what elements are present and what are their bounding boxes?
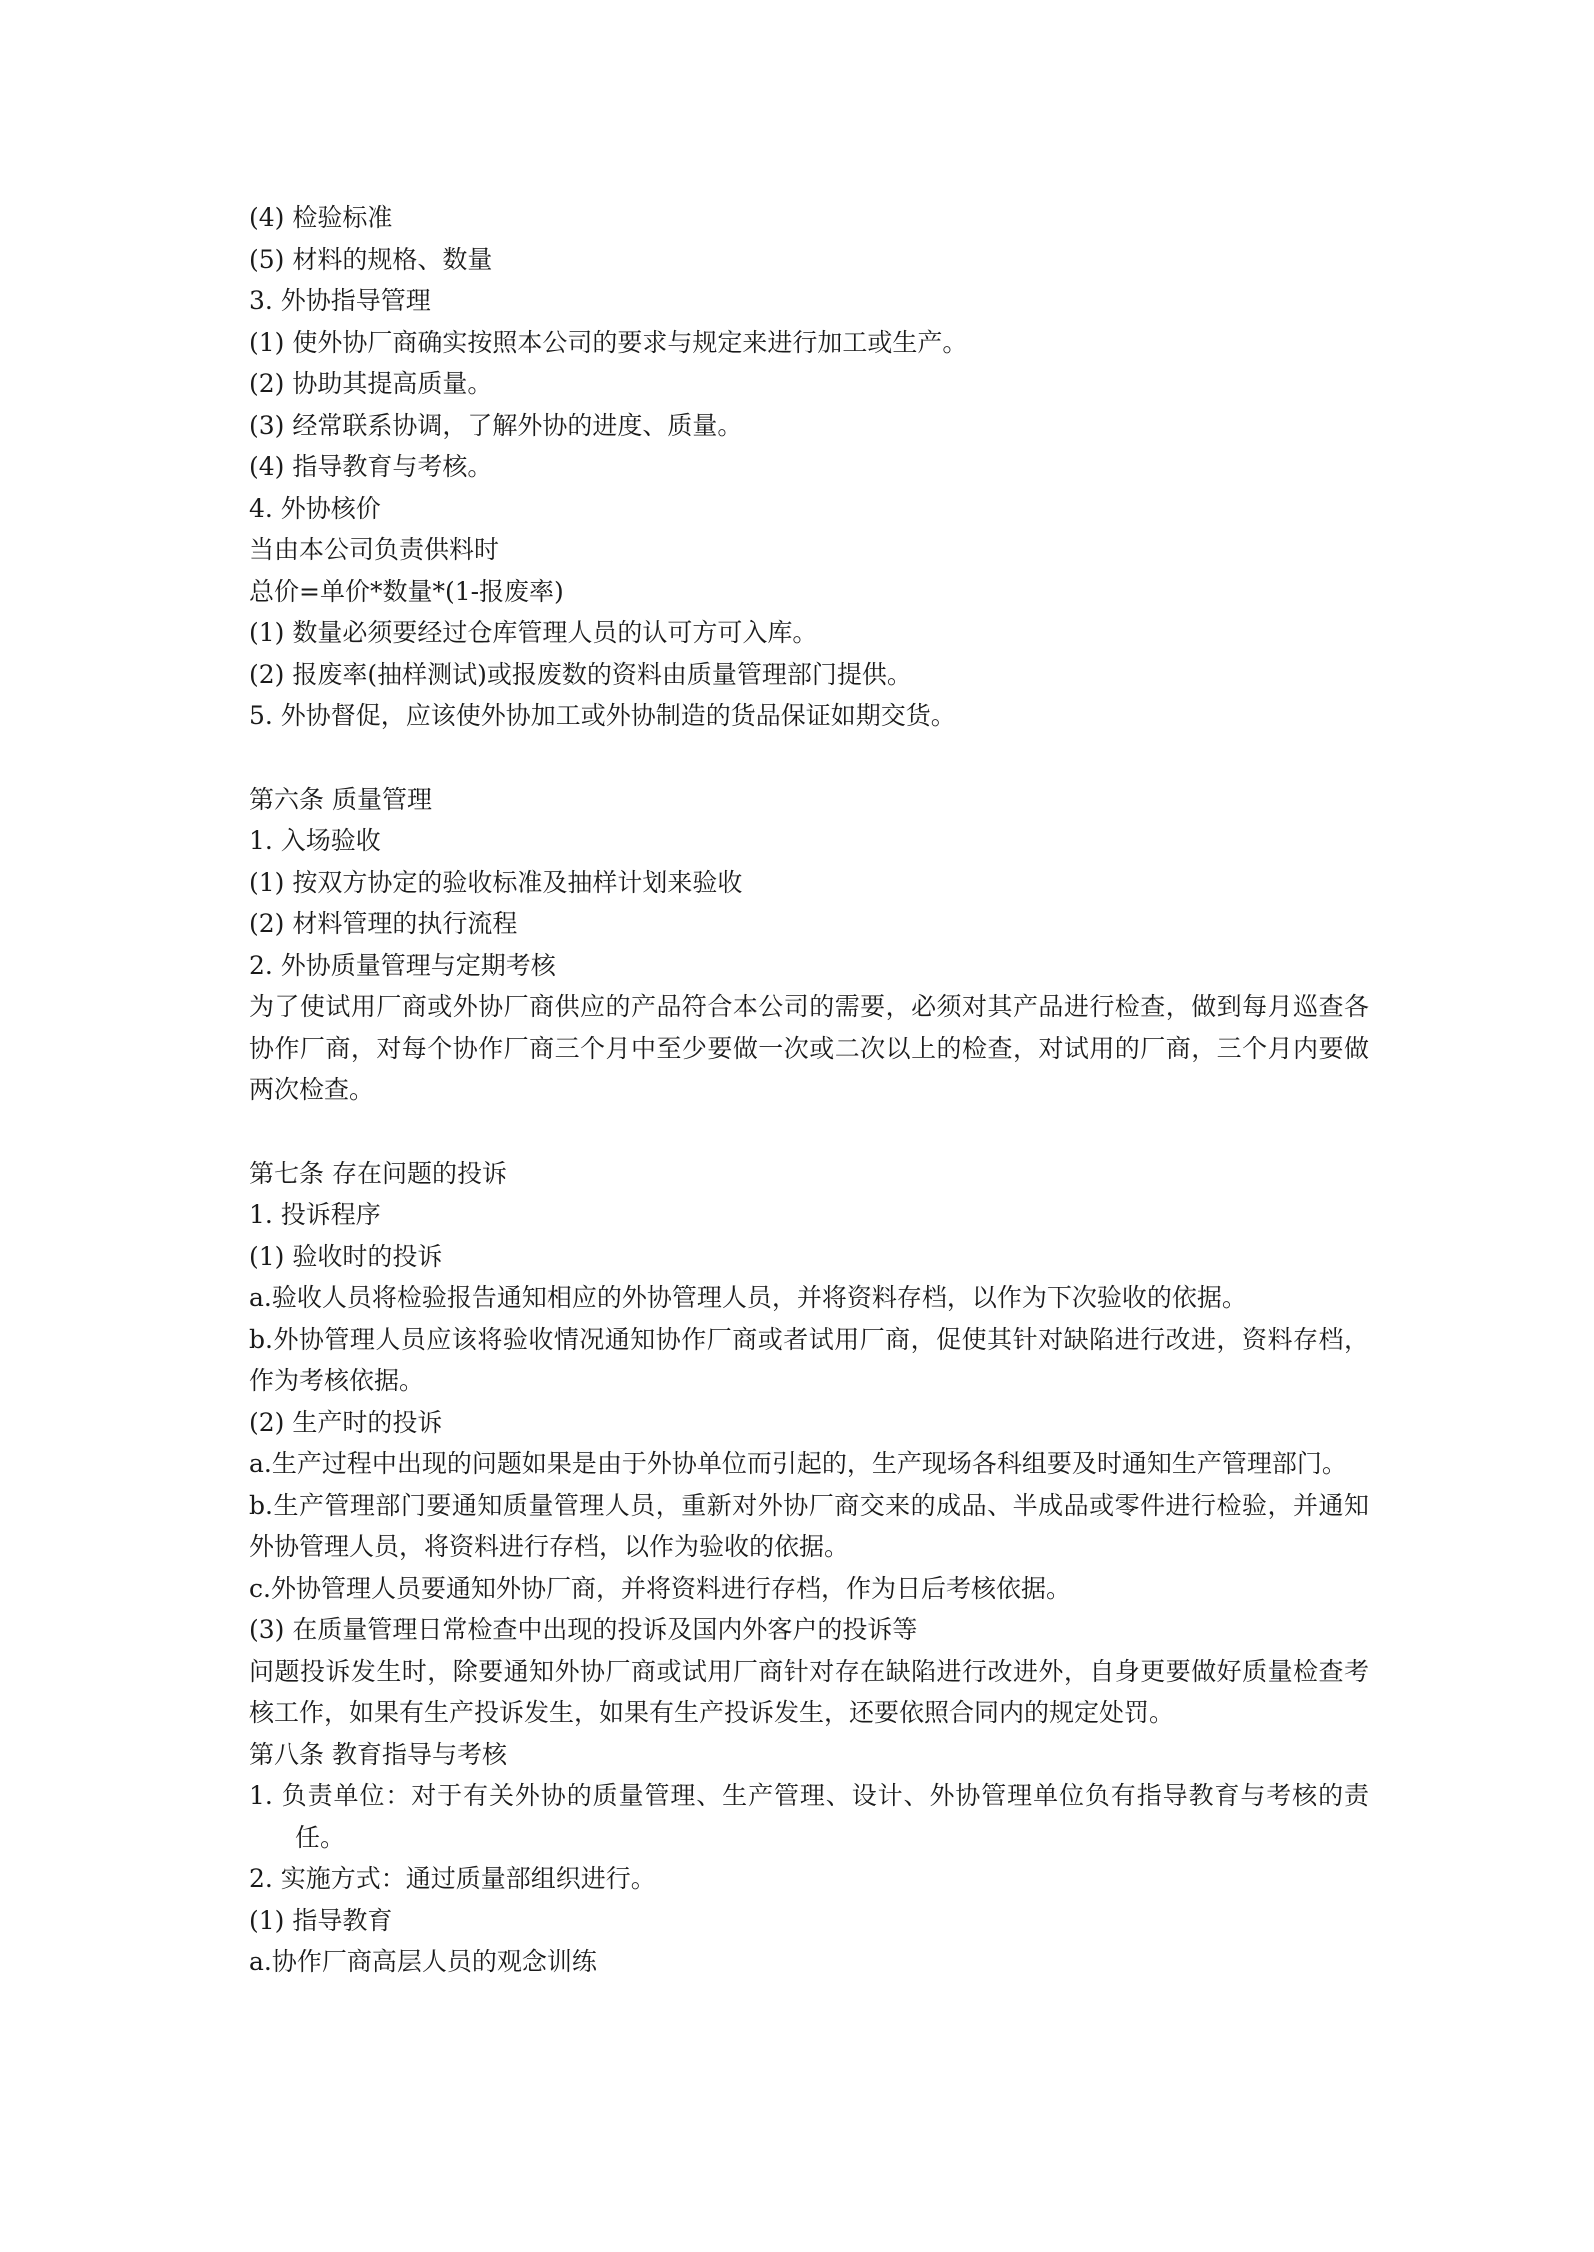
article-heading: 第七条 存在问题的投诉: [249, 1158, 507, 1188]
section-item: 1. 入场验收: [249, 826, 381, 855]
list-item: (3) 在质量管理日常检查中出现的投诉及国内外客户的投诉等: [249, 1615, 918, 1644]
article-heading: 第八条 教育指导与考核: [249, 1739, 507, 1769]
list-item: (1) 使外协厂商确实按照本公司的要求与规定来进行加工或生产。: [249, 327, 968, 357]
list-item: (1) 指导教育: [249, 1905, 393, 1935]
section-item: 3. 外协指导管理: [249, 286, 431, 315]
section-item: 5. 外协督促，应该使外协加工或外协制造的货品保证如期交货。: [249, 701, 956, 730]
list-item: (1) 数量必须要经过仓库管理人员的认可方可入库。: [249, 618, 818, 647]
list-item: (1) 验收时的投诉: [249, 1241, 443, 1271]
formula: 总价=单价*数量*(1-报废率): [249, 576, 564, 606]
section-spacer: [249, 737, 1369, 779]
paragraph: 为了使试用厂商或外协厂商供应的产品符合本公司的需要，必须对其产品进行检查，做到每月巡查各协作厂商，对每个协作厂商三个月中至少要做一次或二次以上的检查，对试用的厂商，三个月内要做两次检查。: [249, 992, 1369, 1104]
paragraph: a.协作厂商高层人员的观念训练: [249, 1947, 597, 1976]
list-item: (2) 材料管理的执行流程: [249, 909, 518, 938]
section-item: 4. 外协核价: [249, 493, 381, 523]
section-item: 2. 外协质量管理与定期考核: [249, 950, 556, 980]
section-item: 1. 负责单位：对于有关外协的质量管理、生产管理、设计、外协管理单位负有指导教育与考核的责任。: [249, 1781, 1369, 1852]
list-item: (4) 检验标准: [249, 203, 393, 232]
section-item: 1. 投诉程序: [249, 1200, 381, 1229]
list-item: (3) 经常联系协调，了解外协的进度、质量。: [249, 410, 743, 440]
list-item: (2) 生产时的投诉: [249, 1407, 443, 1437]
paragraph: 问题投诉发生时，除要通知外协厂商或试用厂商针对存在缺陷进行改进外，自身更要做好质量检查考核工作，如果有生产投诉发生，如果有生产投诉发生，还要依照合同内的规定处罚。: [249, 1656, 1369, 1727]
paragraph: c.外协管理人员要通知外协厂商，并将资料进行存档，作为日后考核依据。: [249, 1573, 1071, 1603]
paragraph: a.验收人员将检验报告通知相应的外协管理人员，并将资料存档，以作为下次验收的依据。: [249, 1283, 1247, 1312]
article-heading: 第六条 质量管理: [249, 784, 432, 814]
list-item: (5) 材料的规格、数量: [249, 244, 493, 274]
paragraph: b.生产管理部门要通知质量管理人员，重新对外协厂商交来的成品、半成品或零件进行检验，并通知外协管理人员，将资料进行存档，以作为验收的依据。: [249, 1490, 1369, 1561]
list-item: (4) 指导教育与考核。: [249, 452, 493, 481]
list-item: (2) 协助其提高质量。: [249, 369, 493, 398]
list-item: (1) 按双方协定的验收标准及抽样计划来验收: [249, 867, 743, 897]
paragraph: b.外协管理人员应该将验收情况通知协作厂商或者试用厂商，促使其针对缺陷进行改进，资料存档，作为考核依据。: [249, 1324, 1369, 1395]
section-item: 2. 实施方式：通过质量部组织进行。: [249, 1864, 656, 1893]
document-body: [249, 197, 1369, 1983]
section-spacer: [249, 1111, 1369, 1153]
list-item: (2) 报废率(抽样测试)或报废数的资料由质量管理部门提供。: [249, 659, 912, 689]
paragraph: 当由本公司负责供料时: [249, 535, 500, 564]
paragraph: a.生产过程中出现的问题如果是由于外协单位而引起的，生产现场各科组要及时通知生产管理部门。: [249, 1449, 1347, 1478]
